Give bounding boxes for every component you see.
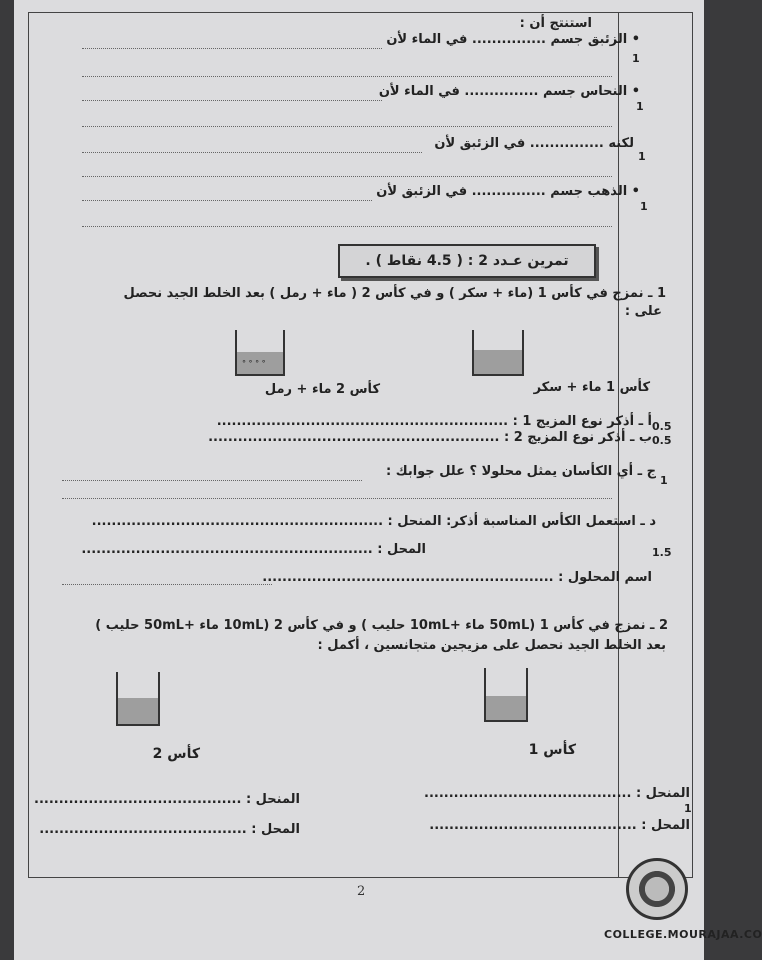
- q2-solute-left: المنحل : ..........................................: [34, 792, 300, 807]
- question-2-line2: بعد الخلط الجيد نحصل على مزيجين متجانسين ، أكمل :: [317, 638, 666, 653]
- points-label: 0.5: [652, 420, 672, 433]
- points-label: 1: [632, 52, 640, 65]
- points-label: 1.5: [652, 546, 672, 559]
- q2-solvent-left: المحل : ..........................................: [39, 822, 300, 837]
- beaker-fill: [486, 696, 526, 720]
- solution-name: اسم المحلول : ...........................................................: [262, 570, 652, 585]
- mercury-water-item: • الزئبق جسم ............... في الماء لأن: [386, 32, 640, 47]
- cup-1-label: كأس 1 ماء + سكر: [533, 380, 650, 395]
- points-label: 1: [638, 150, 646, 163]
- question-d-solvent: المحل : ...........................................................: [81, 542, 426, 557]
- answer-line[interactable]: [82, 126, 612, 127]
- answer-line[interactable]: [82, 100, 382, 101]
- cup-2-label: كأس 2 ماء + رمل: [264, 382, 380, 397]
- sand-particles: ° ° ° °: [242, 359, 266, 368]
- points-label: 1: [640, 200, 648, 213]
- beaker-sugar-water: [472, 330, 524, 376]
- q2-solute-right: المنحل : ..........................................: [424, 786, 690, 801]
- answer-line[interactable]: [82, 48, 382, 49]
- question-a: أ ـ أذكر نوع المزيج 1 : ...........................................................: [216, 414, 652, 429]
- answer-line[interactable]: [62, 584, 272, 585]
- exercise-title-box: [338, 244, 596, 278]
- answer-line[interactable]: [82, 176, 612, 177]
- question-2-line1: 2 ـ نمزج في كأس 1 (50mL ماء +10mL حليب ) و في كأس 2 (10mL ماء +50mL حليب ): [95, 618, 668, 633]
- q2-cup-2-label: كأس 2: [152, 746, 200, 762]
- beaker-fill: [118, 698, 158, 724]
- but-mercury-item: لكنه ............... في الزئبق لأن: [434, 136, 634, 151]
- gold-mercury-item: • الذهب جسم ............... في الزئبق لأن: [376, 184, 640, 199]
- deduce-heading: استنتج أن :: [519, 16, 592, 31]
- question-b: ب ـ أذكر نوع المزيج 2 : ...........................................................: [208, 430, 652, 445]
- q2-solvent-right: المحل : ..........................................: [429, 818, 690, 833]
- answer-line[interactable]: [62, 498, 612, 499]
- answer-line[interactable]: [82, 76, 612, 77]
- answer-line[interactable]: [82, 226, 612, 227]
- answer-line[interactable]: [82, 200, 372, 201]
- school-seal-icon: [626, 858, 688, 920]
- points-label: 1: [660, 474, 668, 487]
- question-c: ج ـ أي الكأسان يمثل محلولا ؟ علل جوابك :: [385, 464, 656, 479]
- points-label: 0.5: [652, 434, 672, 447]
- points-label: 1: [636, 100, 644, 113]
- answer-line[interactable]: [62, 480, 362, 481]
- beaker-sand-water: [235, 330, 285, 376]
- beaker-fill: [474, 350, 522, 374]
- answer-line[interactable]: [82, 152, 422, 153]
- copper-water-item: • النحاس جسم ............... في الماء لأن: [378, 84, 640, 99]
- question-1-line1: 1 ـ نمزج في كأس 1 (ماء + سكر ) و في كأس 2 ( ماء + رمل ) بعد الخلط الجيد نحصل: [123, 286, 666, 301]
- question-d-line1: د ـ استعمل الكأس المناسبة أذكر: المنحل : ...........................................................: [91, 514, 656, 529]
- points-label: 1: [684, 802, 692, 815]
- exercise-title: تمرين عـدد 2 : ( 4.5 نقاط ) .: [365, 253, 569, 269]
- page-number: 2: [357, 884, 366, 899]
- question-1-line2: على :: [624, 304, 662, 319]
- beaker-cup-2: [116, 672, 160, 726]
- beaker-cup-1: [484, 668, 528, 722]
- footer-url: COLLEGE.MOURAJAA.CO: [604, 928, 762, 941]
- q2-cup-1-label: كأس 1: [528, 742, 576, 758]
